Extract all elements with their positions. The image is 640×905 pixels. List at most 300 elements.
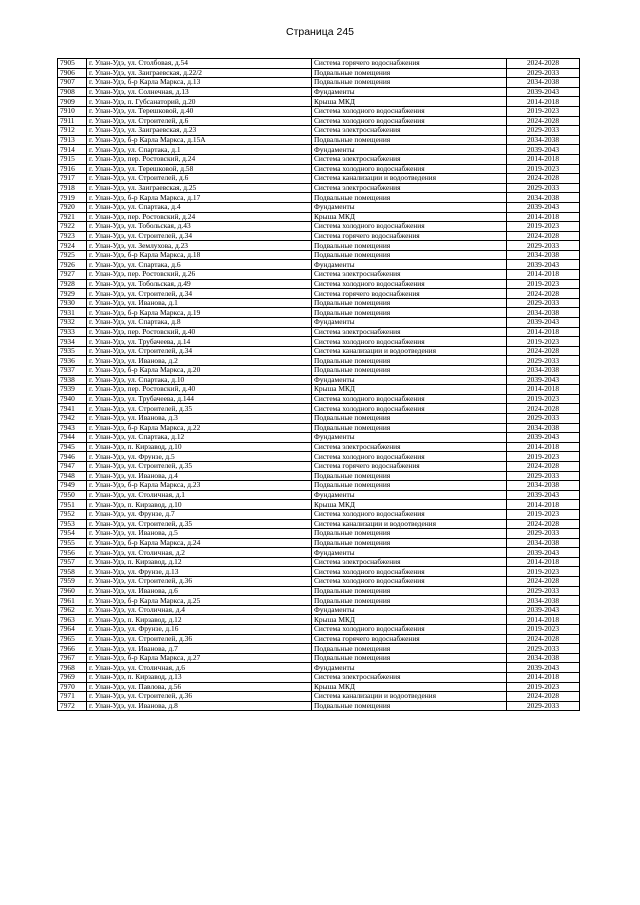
work-type-cell: Система канализации и водоотведения (312, 692, 507, 702)
row-number-cell: 7940 (58, 394, 87, 404)
row-number-cell: 7934 (58, 337, 87, 347)
table-row (58, 452, 580, 462)
table-row (58, 375, 580, 385)
work-type-cell: Фундаменты (312, 202, 507, 212)
row-number-cell: 7968 (58, 663, 87, 673)
table-row (58, 433, 580, 443)
table-row (58, 605, 580, 615)
work-type-cell: Система холодного водоснабжения (312, 394, 507, 404)
table-row (58, 126, 580, 136)
work-type-cell: Подвальные помещения (312, 471, 507, 481)
address-cell: г. Улан-Удэ, ул. Иванова, д.2 (87, 356, 312, 366)
period-cell: 2019-2023 (507, 452, 580, 462)
work-type-cell: Фундаменты (312, 490, 507, 500)
table-row (58, 250, 580, 260)
address-cell: г. Улан-Удэ, ул. Строителей, д.6 (87, 174, 312, 184)
row-number-cell: 7950 (58, 490, 87, 500)
row-number-cell: 7918 (58, 183, 87, 193)
address-cell: г. Улан-Удэ, ул. Иванова, д.8 (87, 701, 312, 711)
address-cell: г. Улан-Удэ, пер. Ростовский, д.24 (87, 154, 312, 164)
row-number-cell: 7944 (58, 433, 87, 443)
address-cell: г. Улан-Удэ, п. Кирзавод, д.12 (87, 557, 312, 567)
table-row (58, 567, 580, 577)
period-cell: 2029-2033 (507, 356, 580, 366)
period-cell: 2024-2028 (507, 59, 580, 69)
work-type-cell: Фундаменты (312, 548, 507, 558)
table-row (58, 164, 580, 174)
row-number-cell: 7952 (58, 509, 87, 519)
address-cell: г. Улан-Удэ, ул. Столичная, д.6 (87, 663, 312, 673)
table-row (58, 529, 580, 539)
table-row (58, 519, 580, 529)
work-type-cell: Подвальные помещения (312, 356, 507, 366)
work-type-cell: Система холодного водоснабжения (312, 106, 507, 116)
table-row (58, 394, 580, 404)
table-row (58, 586, 580, 596)
work-type-cell: Система холодного водоснабжения (312, 404, 507, 414)
work-type-cell: Подвальные помещения (312, 701, 507, 711)
work-type-cell: Система канализации и водоотведения (312, 174, 507, 184)
work-type-cell: Система холодного водоснабжения (312, 577, 507, 587)
address-cell: г. Улан-Удэ, ул. Строителей, д.35 (87, 461, 312, 471)
period-cell: 2029-2033 (507, 586, 580, 596)
period-cell: 2034-2038 (507, 135, 580, 145)
row-number-cell: 7908 (58, 87, 87, 97)
work-type-cell: Система горячего водоснабжения (312, 59, 507, 69)
period-cell: 2029-2033 (507, 241, 580, 251)
row-number-cell: 7937 (58, 366, 87, 376)
period-cell: 2019-2023 (507, 682, 580, 692)
row-number-cell: 7921 (58, 212, 87, 222)
table-row (58, 231, 580, 241)
address-cell: г. Улан-Удэ, ул. Строителей, д.36 (87, 692, 312, 702)
table-row (58, 442, 580, 452)
work-type-cell: Система холодного водоснабжения (312, 279, 507, 289)
period-cell: 2039-2043 (507, 260, 580, 270)
address-cell: г. Улан-Удэ, ул. Иванова, д.4 (87, 471, 312, 481)
period-cell: 2024-2028 (507, 231, 580, 241)
work-type-cell: Система горячего водоснабжения (312, 231, 507, 241)
period-cell: 2039-2043 (507, 318, 580, 328)
period-cell: 2034-2038 (507, 308, 580, 318)
page-title: Страница 245 (285, 26, 355, 38)
table-row (58, 202, 580, 212)
address-cell: г. Улан-Удэ, ул. Землухова, д.23 (87, 241, 312, 251)
row-number-cell: 7966 (58, 644, 87, 654)
work-type-cell: Система электроснабжения (312, 126, 507, 136)
row-number-cell: 7933 (58, 327, 87, 337)
table-row (58, 577, 580, 587)
address-cell: г. Улан-Удэ, ул. Строителей, д.34 (87, 289, 312, 299)
row-number-cell: 7909 (58, 97, 87, 107)
address-cell: г. Улан-Удэ, ул. Столбовая, д.54 (87, 59, 312, 69)
row-number-cell: 7972 (58, 701, 87, 711)
address-cell: г. Улан-Удэ, б-р Карла Маркса, д.13 (87, 78, 312, 88)
address-cell: г. Улан-Удэ, ул. Иванова, д.5 (87, 529, 312, 539)
work-type-cell: Фундаменты (312, 605, 507, 615)
address-cell: г. Улан-Удэ, ул. Строителей, д.36 (87, 577, 312, 587)
table-row (58, 212, 580, 222)
address-cell: г. Улан-Удэ, ул. Трубачеева, д.14 (87, 337, 312, 347)
address-cell: г. Улан-Удэ, б-р Карла Маркса, д.20 (87, 366, 312, 376)
table-row (58, 68, 580, 78)
period-cell: 2034-2038 (507, 250, 580, 260)
address-cell: г. Улан-Удэ, ул. Заиграевская, д.22/2 (87, 68, 312, 78)
table-row (58, 346, 580, 356)
row-number-cell: 7935 (58, 346, 87, 356)
address-cell: г. Улан-Удэ, б-р Карла Маркса, д.17 (87, 193, 312, 203)
table-row (58, 116, 580, 126)
row-number-cell: 7925 (58, 250, 87, 260)
table-row (58, 682, 580, 692)
row-number-cell: 7942 (58, 413, 87, 423)
table-row (58, 279, 580, 289)
address-cell: г. Улан-Удэ, б-р Карла Маркса, д.23 (87, 481, 312, 491)
period-cell: 2014-2018 (507, 442, 580, 452)
address-cell: г. Улан-Удэ, ул. Спартака, д.10 (87, 375, 312, 385)
address-cell: г. Улан-Удэ, пер. Ростовский, д.24 (87, 212, 312, 222)
row-number-cell: 7916 (58, 164, 87, 174)
period-cell: 2024-2028 (507, 692, 580, 702)
period-cell: 2039-2043 (507, 375, 580, 385)
work-type-cell: Система холодного водоснабжения (312, 567, 507, 577)
period-cell: 2029-2033 (507, 298, 580, 308)
table-row (58, 97, 580, 107)
address-cell: г. Улан-Удэ, ул. Иванова, д.3 (87, 413, 312, 423)
table-row (58, 500, 580, 510)
work-type-cell: Подвальные помещения (312, 644, 507, 654)
row-number-cell: 7947 (58, 461, 87, 471)
address-cell: г. Улан-Удэ, ул. Фрунзе, д.13 (87, 567, 312, 577)
period-cell: 2014-2018 (507, 270, 580, 280)
period-cell: 2029-2033 (507, 471, 580, 481)
address-cell: г. Улан-Удэ, ул. Столичная, д.4 (87, 605, 312, 615)
row-number-cell: 7910 (58, 106, 87, 116)
row-number-cell: 7939 (58, 385, 87, 395)
table-row (58, 78, 580, 88)
work-type-cell: Система электроснабжения (312, 442, 507, 452)
table-row (58, 318, 580, 328)
row-number-cell: 7958 (58, 567, 87, 577)
work-type-cell: Система холодного водоснабжения (312, 337, 507, 347)
row-number-cell: 7907 (58, 78, 87, 88)
table-row (58, 673, 580, 683)
address-cell: г. Улан-Удэ, ул. Павлова, д.56 (87, 682, 312, 692)
period-cell: 2034-2038 (507, 193, 580, 203)
row-number-cell: 7930 (58, 298, 87, 308)
work-type-cell: Фундаменты (312, 375, 507, 385)
period-cell: 2034-2038 (507, 596, 580, 606)
address-cell: г. Улан-Удэ, ул. Спартака, д.4 (87, 202, 312, 212)
table-row (58, 193, 580, 203)
period-cell: 2034-2038 (507, 538, 580, 548)
address-cell: г. Улан-Удэ, ул. Терешковой, д.40 (87, 106, 312, 116)
period-cell: 2029-2033 (507, 183, 580, 193)
work-type-cell: Крыша МКД (312, 500, 507, 510)
table-row (58, 701, 580, 711)
period-cell: 2019-2023 (507, 567, 580, 577)
work-type-cell: Подвальные помещения (312, 298, 507, 308)
period-cell: 2039-2043 (507, 605, 580, 615)
table-row (58, 174, 580, 184)
row-number-cell: 7953 (58, 519, 87, 529)
work-type-cell: Подвальные помещения (312, 481, 507, 491)
period-cell: 2014-2018 (507, 615, 580, 625)
table-row (58, 366, 580, 376)
address-cell: г. Улан-Удэ, б-р Карла Маркса, д.25 (87, 596, 312, 606)
work-type-cell: Подвальные помещения (312, 586, 507, 596)
row-number-cell: 7923 (58, 231, 87, 241)
period-cell: 2024-2028 (507, 289, 580, 299)
work-type-cell: Система холодного водоснабжения (312, 116, 507, 126)
period-cell: 2014-2018 (507, 327, 580, 337)
table-row (58, 241, 580, 251)
address-cell: г. Улан-Удэ, ул. Заиграевская, д.25 (87, 183, 312, 193)
row-number-cell: 7961 (58, 596, 87, 606)
table-row (58, 413, 580, 423)
work-type-cell: Крыша МКД (312, 97, 507, 107)
table-row (58, 423, 580, 433)
row-number-cell: 7955 (58, 538, 87, 548)
address-cell: г. Улан-Удэ, ул. Строителей, д.6 (87, 116, 312, 126)
period-cell: 2039-2043 (507, 202, 580, 212)
table-row (58, 337, 580, 347)
table-row (58, 270, 580, 280)
address-cell: г. Улан-Удэ, п. Кирзавод, д.13 (87, 673, 312, 683)
row-number-cell: 7915 (58, 154, 87, 164)
period-cell: 2029-2033 (507, 529, 580, 539)
row-number-cell: 7963 (58, 615, 87, 625)
work-type-cell: Подвальные помещения (312, 423, 507, 433)
period-cell: 2039-2043 (507, 663, 580, 673)
work-type-cell: Подвальные помещения (312, 78, 507, 88)
table-row (58, 663, 580, 673)
work-type-cell: Система электроснабжения (312, 270, 507, 280)
period-cell: 2024-2028 (507, 461, 580, 471)
period-cell: 2029-2033 (507, 413, 580, 423)
table-row (58, 644, 580, 654)
work-type-cell: Система горячего водоснабжения (312, 289, 507, 299)
period-cell: 2029-2033 (507, 644, 580, 654)
address-cell: г. Улан-Удэ, ул. Строителей, д.34 (87, 231, 312, 241)
row-number-cell: 7914 (58, 145, 87, 155)
period-cell: 2014-2018 (507, 673, 580, 683)
work-type-cell: Подвальные помещения (312, 241, 507, 251)
work-type-cell: Система электроснабжения (312, 673, 507, 683)
row-number-cell: 7965 (58, 634, 87, 644)
period-cell: 2039-2043 (507, 490, 580, 500)
address-cell: г. Улан-Удэ, ул. Тобольская, д.49 (87, 279, 312, 289)
period-cell: 2024-2028 (507, 346, 580, 356)
period-cell: 2019-2023 (507, 279, 580, 289)
table-row (58, 634, 580, 644)
row-number-cell: 7929 (58, 289, 87, 299)
registry-table (57, 58, 580, 711)
address-cell: г. Улан-Удэ, ул. Строителей, д.36 (87, 634, 312, 644)
row-number-cell: 7906 (58, 68, 87, 78)
period-cell: 2024-2028 (507, 404, 580, 414)
address-cell: г. Улан-Удэ, ул. Столичная, д.2 (87, 548, 312, 558)
table-row (58, 490, 580, 500)
table-row (58, 135, 580, 145)
address-cell: г. Улан-Удэ, ул. Столичная, д.1 (87, 490, 312, 500)
row-number-cell: 7948 (58, 471, 87, 481)
address-cell: г. Улан-Удэ, п. Кирзавод, д.10 (87, 442, 312, 452)
work-type-cell: Подвальные помещения (312, 135, 507, 145)
work-type-cell: Система электроснабжения (312, 557, 507, 567)
work-type-cell: Подвальные помещения (312, 250, 507, 260)
period-cell: 2014-2018 (507, 97, 580, 107)
period-cell: 2014-2018 (507, 500, 580, 510)
address-cell: г. Улан-Удэ, пер. Ростовский, д.40 (87, 385, 312, 395)
table-row (58, 298, 580, 308)
row-number-cell: 7931 (58, 308, 87, 318)
address-cell: г. Улан-Удэ, б-р Карла Маркса, д.22 (87, 423, 312, 433)
table-row (58, 87, 580, 97)
period-cell: 2039-2043 (507, 145, 580, 155)
work-type-cell: Подвальные помещения (312, 529, 507, 539)
row-number-cell: 7945 (58, 442, 87, 452)
address-cell: г. Улан-Удэ, ул. Терешковой, д.58 (87, 164, 312, 174)
work-type-cell: Система холодного водоснабжения (312, 625, 507, 635)
table-row (58, 222, 580, 232)
work-type-cell: Подвальные помещения (312, 193, 507, 203)
table-row (58, 260, 580, 270)
table-row (58, 461, 580, 471)
address-cell: г. Улан-Удэ, пер. Ростовский, д.26 (87, 270, 312, 280)
address-cell: г. Улан-Удэ, ул. Фрунзе, д.7 (87, 509, 312, 519)
period-cell: 2029-2033 (507, 68, 580, 78)
address-cell: г. Улан-Удэ, ул. Спартака, д.12 (87, 433, 312, 443)
work-type-cell: Подвальные помещения (312, 596, 507, 606)
work-type-cell: Система горячего водоснабжения (312, 461, 507, 471)
table-row (58, 481, 580, 491)
row-number-cell: 7928 (58, 279, 87, 289)
work-type-cell: Крыша МКД (312, 682, 507, 692)
work-type-cell: Крыша МКД (312, 615, 507, 625)
period-cell: 2024-2028 (507, 634, 580, 644)
address-cell: г. Улан-Удэ, ул. Фрунзе, д.5 (87, 452, 312, 462)
table-row (58, 59, 580, 69)
table-row (58, 509, 580, 519)
row-number-cell: 7954 (58, 529, 87, 539)
work-type-cell: Фундаменты (312, 318, 507, 328)
row-number-cell: 7969 (58, 673, 87, 683)
period-cell: 2034-2038 (507, 481, 580, 491)
address-cell: г. Улан-Удэ, ул. Трубачеева, д.144 (87, 394, 312, 404)
row-number-cell: 7943 (58, 423, 87, 433)
row-number-cell: 7905 (58, 59, 87, 69)
address-cell: г. Улан-Удэ, п. Кирзавод, д.12 (87, 615, 312, 625)
address-cell: г. Улан-Удэ, б-р Карла Маркса, д.27 (87, 653, 312, 663)
row-number-cell: 7927 (58, 270, 87, 280)
period-cell: 2024-2028 (507, 116, 580, 126)
address-cell: г. Улан-Удэ, б-р Карла Маркса, д.18 (87, 250, 312, 260)
period-cell: 2019-2023 (507, 164, 580, 174)
period-cell: 2019-2023 (507, 625, 580, 635)
work-type-cell: Фундаменты (312, 145, 507, 155)
row-number-cell: 7967 (58, 653, 87, 663)
period-cell: 2039-2043 (507, 87, 580, 97)
work-type-cell: Система холодного водоснабжения (312, 164, 507, 174)
table-row (58, 289, 580, 299)
period-cell: 2034-2038 (507, 653, 580, 663)
row-number-cell: 7922 (58, 222, 87, 232)
period-cell: 2014-2018 (507, 557, 580, 567)
address-cell: г. Улан-Удэ, п. Губсанаторий, д.20 (87, 97, 312, 107)
table-row (58, 615, 580, 625)
row-number-cell: 7949 (58, 481, 87, 491)
work-type-cell: Система электроснабжения (312, 183, 507, 193)
address-cell: г. Улан-Удэ, ул. Тобольская, д.43 (87, 222, 312, 232)
address-cell: г. Улан-Удэ, ул. Солнечная, д.13 (87, 87, 312, 97)
work-type-cell: Подвальные помещения (312, 653, 507, 663)
work-type-cell: Фундаменты (312, 87, 507, 97)
row-number-cell: 7911 (58, 116, 87, 126)
work-type-cell: Фундаменты (312, 663, 507, 673)
row-number-cell: 7971 (58, 692, 87, 702)
period-cell: 2014-2018 (507, 154, 580, 164)
address-cell: г. Улан-Удэ, б-р Карла Маркса, д.19 (87, 308, 312, 318)
row-number-cell: 7959 (58, 577, 87, 587)
table-row (58, 625, 580, 635)
work-type-cell: Подвальные помещения (312, 413, 507, 423)
work-type-cell: Подвальные помещения (312, 68, 507, 78)
period-cell: 2014-2018 (507, 385, 580, 395)
row-number-cell: 7970 (58, 682, 87, 692)
address-cell: г. Улан-Удэ, ул. Иванова, д.7 (87, 644, 312, 654)
row-number-cell: 7919 (58, 193, 87, 203)
period-cell: 2034-2038 (507, 78, 580, 88)
row-number-cell: 7951 (58, 500, 87, 510)
row-number-cell: 7926 (58, 260, 87, 270)
period-cell: 2034-2038 (507, 366, 580, 376)
row-number-cell: 7924 (58, 241, 87, 251)
address-cell: г. Улан-Удэ, ул. Спартака, д.8 (87, 318, 312, 328)
address-cell: г. Улан-Удэ, п. Кирзавод, д.10 (87, 500, 312, 510)
address-cell: г. Улан-Удэ, ул. Иванова, д.6 (87, 586, 312, 596)
period-cell: 2019-2023 (507, 106, 580, 116)
work-type-cell: Крыша МКД (312, 212, 507, 222)
address-cell: г. Улан-Удэ, б-р Карла Маркса, д.15А (87, 135, 312, 145)
period-cell: 2019-2023 (507, 222, 580, 232)
period-cell: 2024-2028 (507, 577, 580, 587)
period-cell: 2014-2018 (507, 212, 580, 222)
period-cell: 2029-2033 (507, 701, 580, 711)
table-row (58, 385, 580, 395)
address-cell: г. Улан-Удэ, ул. Строителей, д.35 (87, 404, 312, 414)
table-row (58, 538, 580, 548)
table-row (58, 653, 580, 663)
registry-table-body (58, 59, 580, 711)
row-number-cell: 7957 (58, 557, 87, 567)
work-type-cell: Фундаменты (312, 260, 507, 270)
period-cell: 2019-2023 (507, 394, 580, 404)
table-row (58, 327, 580, 337)
work-type-cell: Подвальные помещения (312, 308, 507, 318)
work-type-cell: Система холодного водоснабжения (312, 452, 507, 462)
row-number-cell: 7946 (58, 452, 87, 462)
row-number-cell: 7932 (58, 318, 87, 328)
table-row (58, 154, 580, 164)
row-number-cell: 7938 (58, 375, 87, 385)
table-row (58, 308, 580, 318)
table-row (58, 145, 580, 155)
period-cell: 2019-2023 (507, 509, 580, 519)
address-cell: г. Улан-Удэ, ул. Спартака, д.1 (87, 145, 312, 155)
work-type-cell: Система электроснабжения (312, 154, 507, 164)
row-number-cell: 7912 (58, 126, 87, 136)
